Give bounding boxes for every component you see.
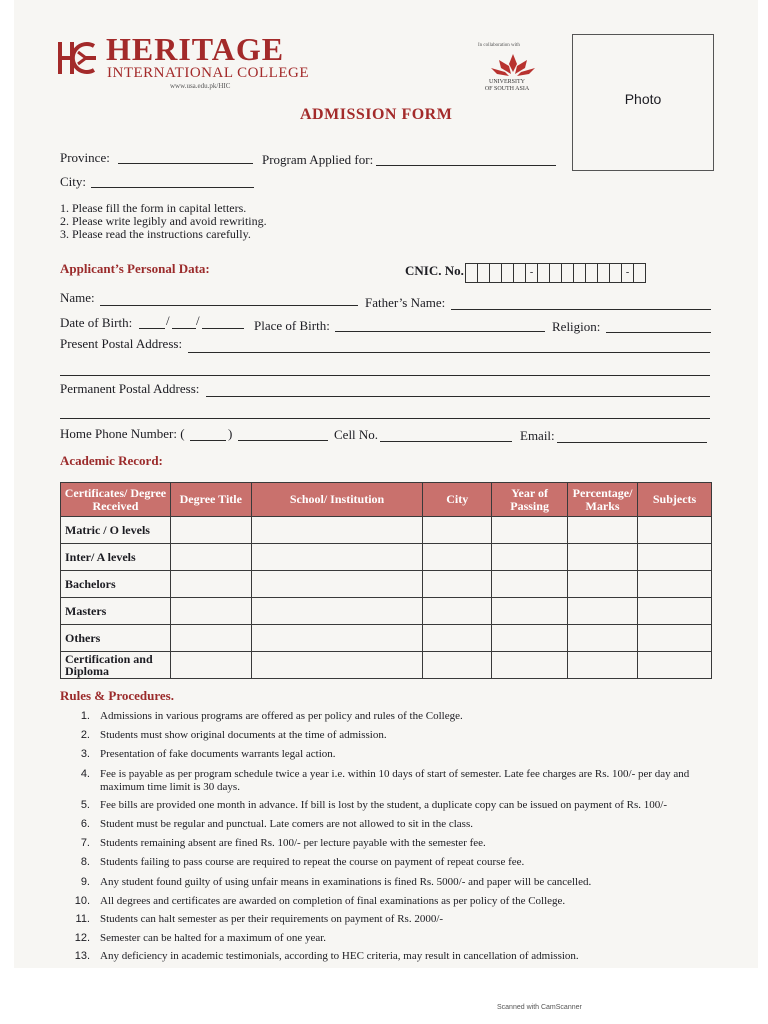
dob-month-field[interactable]: [172, 328, 196, 329]
table-cell[interactable]: [568, 517, 638, 544]
table-row: [61, 544, 712, 571]
table-header-row: [61, 483, 712, 517]
cell-label: Cell No.: [334, 427, 379, 442]
table-cell[interactable]: [423, 598, 492, 625]
table-cell[interactable]: [170, 652, 251, 679]
table-cell[interactable]: [638, 598, 712, 625]
cnic-label: CNIC. No.: [405, 263, 464, 278]
city-label: City:: [60, 174, 87, 189]
city-field[interactable]: [91, 187, 254, 188]
college-logo-icon: [58, 38, 98, 78]
table-cell[interactable]: [423, 544, 492, 571]
table-cell[interactable]: [638, 517, 712, 544]
form-title: ADMISSION FORM: [300, 106, 453, 123]
table-cell[interactable]: [170, 517, 251, 544]
home-phone-area-field[interactable]: [190, 440, 226, 441]
province-field[interactable]: [118, 163, 253, 164]
name-label: Name:: [60, 290, 95, 305]
rules-heading: Rules & Procedures.: [60, 688, 174, 703]
table-cell[interactable]: [170, 571, 251, 598]
table-cell[interactable]: [251, 544, 423, 571]
table-cell[interactable]: [251, 517, 423, 544]
dob-separator: /: [196, 313, 200, 328]
dob-label: Date of Birth:: [60, 315, 133, 330]
instruction-item: 2. Please write legibly and avoid rewriting.: [60, 214, 267, 228]
province-label: Province:: [60, 150, 110, 165]
place-of-birth-label: Place of Birth:: [254, 318, 330, 333]
home-phone-label: Home Phone Number: (: [60, 426, 185, 441]
photo-box[interactable]: [572, 34, 714, 171]
row-label: Certification and Diploma: [61, 652, 171, 679]
table-cell[interactable]: [492, 598, 568, 625]
cell-field[interactable]: [380, 441, 512, 442]
table-cell[interactable]: [423, 571, 492, 598]
rule-item: 4. Fee is payable as per program schedule twice a year i.e. within 10 days of start of semester. Late fee charges are Rs. 100/- per day and maximum time limit is 30 days.: [80, 768, 690, 793]
table-cell[interactable]: [492, 571, 568, 598]
table-cell[interactable]: [423, 652, 492, 679]
cnic-field[interactable]: - -: [465, 263, 646, 283]
table-cell[interactable]: [638, 625, 712, 652]
present-address-field[interactable]: [188, 352, 710, 353]
instruction-item: 1. Please fill the form in capital letters.: [60, 201, 247, 215]
column-header: City: [423, 483, 492, 517]
university-logo-icon: [489, 52, 537, 78]
table-row: [61, 652, 712, 679]
table-cell[interactable]: [568, 625, 638, 652]
rule-item: 13. Any deficiency in academic testimonials, according to HEC criteria, may result in cancellation of admission.: [74, 950, 579, 962]
table-cell[interactable]: [170, 544, 251, 571]
table-cell[interactable]: [251, 652, 423, 679]
column-header: Year of Passing: [492, 483, 568, 517]
column-header: Subjects: [638, 483, 712, 517]
table-cell[interactable]: [638, 544, 712, 571]
university-name: UNIVERSITY OF SOUTH ASIA: [484, 79, 530, 92]
religion-field[interactable]: [606, 332, 711, 333]
permanent-address-field[interactable]: [206, 396, 710, 397]
table-cell[interactable]: [492, 625, 568, 652]
table-cell[interactable]: [423, 625, 492, 652]
rule-item: 11. Students can halt semester as per their requirements on payment of Rs. 2000/-: [75, 913, 444, 925]
home-phone-paren: ): [228, 426, 233, 441]
dob-year-field[interactable]: [202, 328, 244, 329]
table-cell[interactable]: [568, 598, 638, 625]
name-field[interactable]: [100, 305, 358, 306]
rule-item: 9. Any student found guilty of using unfair means in examinations is fined Rs. 5000/- and paper will be cancelled.: [80, 876, 592, 888]
row-label: Matric / O levels: [61, 517, 171, 544]
table-cell[interactable]: [492, 544, 568, 571]
table-cell[interactable]: [170, 598, 251, 625]
rule-item: 1. Admissions in various programs are offered as per policy and rules of the College.: [80, 710, 463, 722]
rule-item: 7. Students remaining absent are fined Rs. 100/- per lecture payable with the semester fee.: [80, 837, 486, 849]
personal-data-heading: Applicant’s Personal Data:: [60, 261, 210, 276]
column-header: Percentage/ Marks: [568, 483, 638, 517]
table-cell[interactable]: [638, 571, 712, 598]
program-label: Program Applied for:: [262, 152, 374, 167]
table-cell[interactable]: [492, 652, 568, 679]
email-field[interactable]: [557, 442, 707, 443]
rule-item: 5. Fee bills are provided one month in advance. If bill is lost by the student, a duplicate copy can be issued on payment of Rs. 100/-: [80, 799, 667, 811]
table-row: [61, 571, 712, 598]
academic-record-heading: Academic Record:: [60, 453, 163, 468]
photo-label: Photo: [624, 91, 662, 107]
table-cell[interactable]: [568, 544, 638, 571]
father-name-label: Father’s Name:: [365, 295, 446, 310]
table-cell[interactable]: [568, 652, 638, 679]
college-name: HERITAGE: [106, 31, 285, 67]
table-cell[interactable]: [492, 517, 568, 544]
rule-item: 3. Presentation of fake documents warrants legal action.: [80, 748, 336, 760]
scanner-watermark: Scanned with CamScanner: [497, 1004, 582, 1011]
table-cell[interactable]: [170, 625, 251, 652]
table-cell[interactable]: [251, 571, 423, 598]
affiliation-text: In collaboration with: [478, 43, 520, 48]
college-url: www.usa.edu.pk/HIC: [170, 82, 231, 90]
permanent-address-label: Permanent Postal Address:: [60, 381, 200, 396]
table-cell[interactable]: [251, 598, 423, 625]
column-header: Degree Title: [170, 483, 251, 517]
academic-record-table: [60, 482, 712, 679]
religion-label: Religion:: [552, 319, 601, 334]
permanent-address-field-line2[interactable]: [60, 418, 710, 419]
table-row: [61, 625, 712, 652]
row-label: Inter/ A levels: [61, 544, 171, 571]
father-name-field[interactable]: [451, 309, 711, 310]
program-field[interactable]: [376, 165, 556, 166]
present-address-field-line2[interactable]: [60, 375, 710, 376]
table-cell[interactable]: [568, 571, 638, 598]
row-label: Masters: [61, 598, 171, 625]
rule-item: 12. Semester can be halted for a maximum of one year.: [74, 932, 327, 944]
college-subtitle: INTERNATIONAL COLLEGE: [107, 65, 309, 81]
column-header: School/ Institution: [251, 483, 423, 517]
table-cell[interactable]: [638, 652, 712, 679]
dob-day-field[interactable]: [139, 328, 165, 329]
home-phone-field[interactable]: [238, 440, 328, 441]
dob-separator: /: [166, 313, 170, 328]
row-label: Bachelors: [61, 571, 171, 598]
table-row: [61, 598, 712, 625]
row-label: Others: [61, 625, 171, 652]
instruction-item: 3. Please read the instructions carefully.: [60, 227, 251, 241]
rule-item: 6. Student must be regular and punctual. Late comers are not allowed to sit in the class.: [80, 818, 473, 830]
instructions-list: [60, 202, 267, 241]
table-cell[interactable]: [251, 625, 423, 652]
rule-item: 2. Students must show original documents at the time of admission.: [80, 729, 387, 741]
place-of-birth-field[interactable]: [335, 331, 545, 332]
column-header: Certificates/ Degree Received: [61, 483, 171, 517]
table-row: [61, 517, 712, 544]
email-label: Email:: [520, 428, 555, 443]
present-address-label: Present Postal Address:: [60, 336, 183, 351]
rule-item: 10. All degrees and certificates are awarded on completion of final examinations as per policy of the College.: [74, 895, 566, 907]
table-cell[interactable]: [423, 517, 492, 544]
rule-item: 8. Students failing to pass course are required to repeat the course on payment of repeat course fee.: [80, 856, 525, 868]
